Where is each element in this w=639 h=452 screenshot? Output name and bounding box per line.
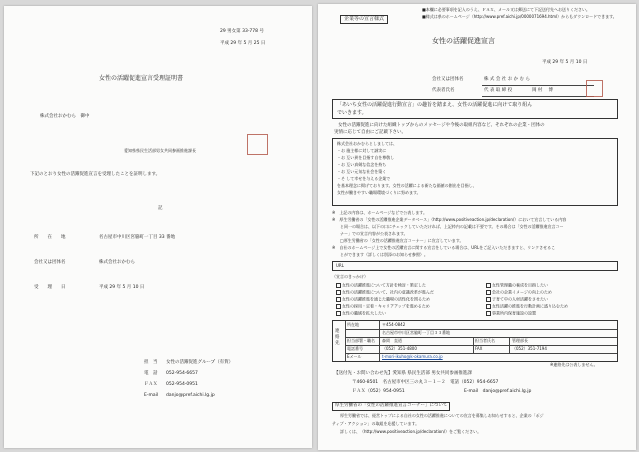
message-line: を基本理念に掲げております。女性の活躍による新たな価値の創出を目指し、 — [337, 183, 477, 188]
message-line: ・お 互い異を目指す自を尊敬し — [337, 155, 395, 160]
send-address: 〒460-8501 名古屋市中区三の丸３－１－２ 電話（052）954-6657 — [352, 380, 499, 385]
message-heading: 女性の活躍促進に向けた組織トップからのメッセージや今後の取組内容など、それぞれの企業・団体の — [338, 123, 545, 128]
official-seal-icon — [247, 134, 268, 155]
contact-row-label: 所在地 — [347, 322, 359, 327]
top-note: ■様式は県のホームページ（http://www.pref.aichi.jp/0000071694.html）からもダウンロードできます。 — [422, 14, 617, 19]
top-note: ■本欄に必要事項を記入のうえ、ＦＡＸ、メール又は郵送にて下記送付先へお送りください。 — [422, 7, 590, 12]
message-line: ・そ して幸せを与える企業で — [337, 176, 391, 181]
contact-dept: 女性の活躍促進グループ（有賀） — [166, 360, 234, 365]
field-label: 所 在 地 — [34, 235, 66, 240]
contact-label: 担 当 — [144, 360, 158, 365]
field-label: 会社又は団体名 — [34, 260, 66, 265]
rep-name: 岡 村 博 — [532, 88, 553, 93]
mhlw-line[interactable]: 詳しくは、（http://www.positiveaction.jp/declaration/）をご覧ください。 — [340, 429, 482, 434]
send-heading: 【送付先・お問い合わせ先】愛知県 県民生活部 男女共同参画推進課 — [334, 371, 472, 376]
contact-email-link[interactable]: t-mori-ikuho@k-okamura.co.jp — [382, 354, 443, 359]
reason-item[interactable]: 女性管理職の養成を目指したい — [486, 283, 548, 288]
declaration-line: でいきます。 — [337, 110, 367, 116]
url-field[interactable] — [332, 261, 618, 271]
declaration-line: 「あいち女性の活躍促進行動宣言」の趣旨を踏まえ、女性の活躍促進に向けて取り組ん — [337, 102, 533, 108]
field-value: 名古屋市中川区宮脇町一丁目 33 番地 — [99, 235, 176, 240]
note-line[interactable]: □厚生労働省の「女性の活躍推進宣言コーナー」に宣言しています。 — [332, 238, 464, 243]
checkbox[interactable] — [336, 297, 341, 302]
issuer: 愛知県県民生活部男女共同参画推進課長 — [124, 148, 196, 153]
message-line: 女性が働きやすい職場環境づくりに努めます。 — [337, 190, 421, 195]
contact-row-label: Eメール — [347, 354, 362, 359]
checkbox[interactable] — [486, 311, 491, 316]
ki-heading: 記 — [158, 206, 163, 211]
checkbox[interactable] — [486, 304, 491, 309]
contact-row-label: 担当者氏名 — [475, 338, 495, 343]
reason-item[interactable]: 女性の活躍推進について方針を検討・策定した — [336, 283, 426, 288]
checkbox[interactable] — [486, 297, 491, 302]
reason-item[interactable]: 女性の職域を拡大したい — [336, 311, 386, 316]
url-label: URL — [336, 263, 344, 268]
reason-item[interactable]: 女性の採用・定着・キャリアアップを進めるため — [336, 304, 430, 309]
certificate-page — [4, 6, 312, 448]
company-seal-icon — [586, 80, 603, 97]
document-date: 平成 29 年 5 月 25 日 — [220, 41, 266, 46]
certificate-title: 女性の活躍促進宣言受理証明書 — [99, 75, 184, 82]
note-line: ナー」での宣言内容が公表されます。 — [332, 231, 408, 236]
reason-item[interactable]: 女性の活躍推進について、社内の意識改革が進んだ — [336, 290, 434, 295]
reason-item[interactable]: 子育て中の人材活躍をさせたい — [486, 297, 548, 302]
company-label: 会社又は団体名 — [432, 77, 464, 82]
declaration-form-page — [318, 4, 636, 450]
message-line: ・お 互い真剣な信念を持ち — [337, 162, 387, 167]
form-title: 女性の活躍促進宣言 — [432, 37, 495, 45]
rep-title: 代 表 取 締 役 — [484, 88, 513, 93]
note-line: とができます（詳しくは別添のお知らせ参照）。 — [332, 252, 428, 257]
declaration-box — [332, 99, 618, 119]
reason-item[interactable]: 事業所内保育施設の設置 — [486, 311, 536, 316]
fax-label: ＦＡＸ — [144, 382, 158, 387]
rep-label: 代表者氏名 — [432, 88, 455, 93]
note-line: ※ 自社のホームページ上で女性の活躍宣言に関する宣言をしている場合は、URLをご記入いただきますと、リンクさせるこ — [332, 245, 556, 250]
checkbox[interactable] — [336, 283, 341, 288]
form-date: 平成 29 年 5 月 10 日 — [542, 60, 588, 65]
contact-table — [332, 320, 618, 362]
reason-item[interactable]: 女性活躍の推進を行動計画に盛り込むため — [486, 304, 568, 309]
company-name: 株 式 会 社 お か む ら — [484, 77, 531, 82]
message-heading: 実情に応じて自由にご記載下さい。 — [334, 130, 406, 135]
contact-side-label: 連絡先 — [335, 329, 340, 346]
note-line: と同一の場合は、以下の口にチェックしていただければ、上記枠内の記載は不要です。その場合は「女性の活躍推進宣言コー — [332, 224, 564, 229]
contact-row-label: 担当部署・職名 — [347, 338, 375, 343]
send-email: E-mail danjo@pref.aichi.lg.jp — [464, 389, 532, 394]
contact-row-value[interactable]: 名古屋市中川区宮脇町一丁目３３番地 — [382, 330, 450, 335]
tel-value: 052-954-6657 — [166, 371, 198, 376]
checkbox[interactable] — [336, 304, 341, 309]
mhlw-line: 厚生労働省では、経営トップによる自社の女性の活躍推進についての宣言を募集しお知らせすると、企業の「ポジ — [340, 413, 544, 418]
message-line: ・お 互い元気な社会を築く — [337, 169, 387, 174]
recipient: 株式会社おかむら 御中 — [40, 114, 90, 119]
mhlw-line: ティブ・アクション」の取組を応援しています。 — [332, 421, 420, 426]
contact-row-value[interactable]: 管理部長 — [512, 338, 528, 343]
field-value: 株式会社おかむら — [99, 260, 135, 265]
message-line: 株式会社おかむらとしましては、 — [337, 141, 397, 146]
field-label: 受 理 日 — [34, 285, 66, 290]
message-line: ・お 施主様に対して誠実に — [337, 148, 387, 153]
field-value: 平成 29 年 5 月 10 日 — [99, 285, 145, 290]
tel-label: 電 話 — [144, 371, 158, 376]
reason-heading: （宣言のきっかけ） — [332, 274, 368, 279]
contact-row-value[interactable]: （052）351-7194 — [512, 346, 547, 351]
contact-row-value[interactable]: 森岡 直道 — [382, 338, 402, 343]
contact-row-label: FAX — [475, 346, 483, 351]
form-tag: 企業等の宣言様式 — [340, 15, 388, 24]
reason-item[interactable]: 会社の企業イメージの向上のため — [486, 290, 552, 295]
contact-row-value[interactable]: （052）351-4800 — [382, 346, 417, 351]
fax-value: 052-954-0951 — [166, 382, 198, 387]
note-line: ※ 上記の内容は、ホームページなどで公表します。 — [332, 210, 427, 215]
reason-item[interactable]: 女性の活躍推進を通じた職場の活性化を図るため — [336, 297, 430, 302]
checkbox[interactable] — [486, 283, 491, 288]
send-fax: ＦＡＸ（052）954-0951 — [352, 389, 405, 394]
mhlw-heading: 厚生労働省の「女性の活躍推進宣言コーナー」について — [332, 402, 450, 411]
checkbox[interactable] — [336, 290, 341, 295]
email-label: E-mail — [144, 393, 159, 398]
email-value: danjo@pref.aichi.lg.jp — [166, 393, 215, 398]
certificate-body: 下記のとおり女性の活躍促進宣言を受理したことを証明します。 — [30, 172, 161, 177]
contact-row-label: 電話番号 — [347, 346, 363, 351]
checkbox[interactable] — [336, 311, 341, 316]
message-box[interactable] — [332, 138, 618, 206]
contact-footnote: ※連絡先は公表しません。 — [550, 362, 598, 367]
contact-row-value[interactable]: 〒454-0842 — [382, 322, 406, 327]
note-line: ※ 厚生労働省の「女性の活躍推進企業データベース」（http://www.positiveaction.jp/declaration/）において宣言している内容 — [332, 217, 567, 222]
checkbox[interactable] — [486, 290, 491, 295]
document-number: 29 男女第 33-778 号 — [220, 29, 264, 34]
